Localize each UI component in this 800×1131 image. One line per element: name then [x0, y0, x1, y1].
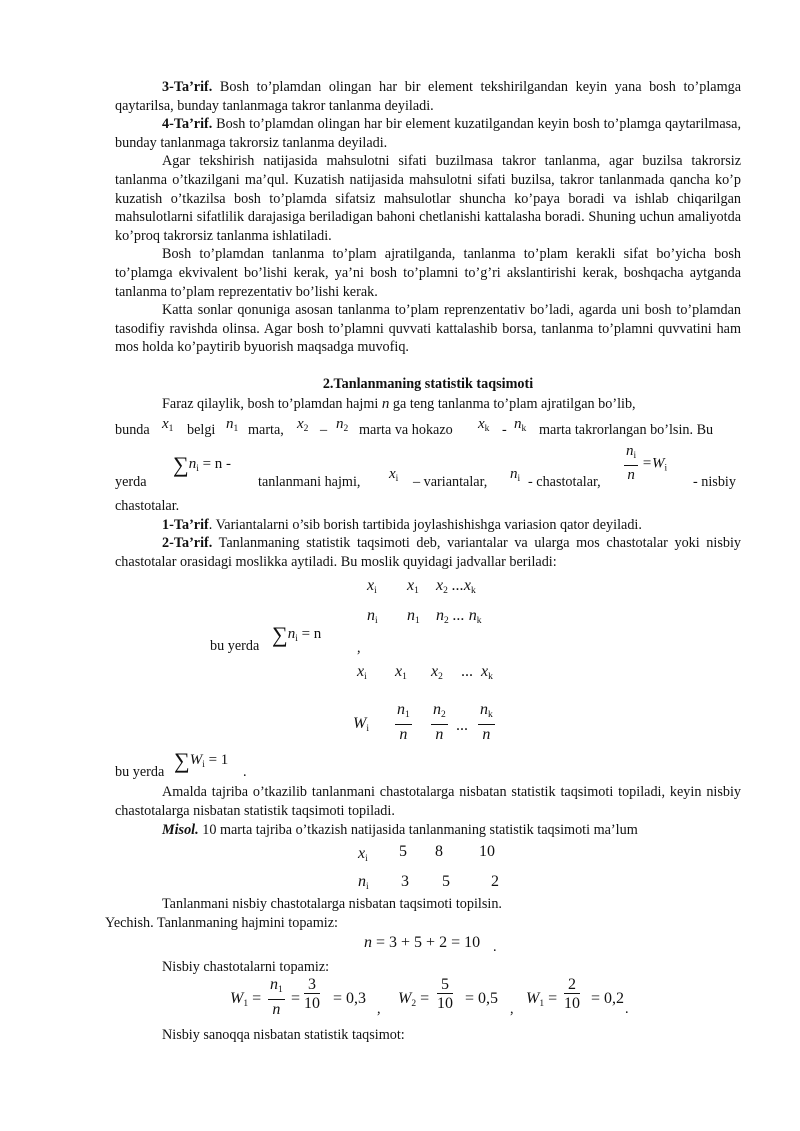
- paragraph-practice: Amalda tajriba o’tkazilib tanlanmani chastotalarga nisbatan statistik taqsimoti topiladi, keyin nisbiy chastotalarga nisbatan statistik taqsimoti topiladi.: [115, 784, 741, 820]
- solution-line: Yechish. Tanlanmaning hajmini topamiz:: [105, 914, 338, 931]
- example-statement: Misol. 10 marta tajriba o’tkazish natijasida tanlanmaning statistik taqsimoti ma’lum: [162, 821, 638, 838]
- intro-line-3: yerda $\sum n_i = n$ - tanlanmani hajmi, $x_i$ – variantalar, $n_i$ - chastotalar, $\frac{n_i}{n}$ $=W_i$ - nisbiy: [115, 443, 736, 491]
- paragraph-large-numbers: Katta sonlar qonuniga asosan tanlanma to’plam reprenzentativ bo’ladi, agarda uni bosh to’plamdan tasodifiy ravishda olinsa. Agar bosh to’plamni quvvati kattalashib borsa, tanlanma to’plamni quvvatini ham mos holda ko’paytirib byuorish maqsadga muvofiq.: [115, 302, 741, 356]
- variation-table-relative: bu yerda $\sum n_i = n$ , $x_i$ $x_1$ $x_2$ ... $x_k$: [210, 622, 493, 683]
- example-table: $x_i$ 5 8 10 $n_i$ 3 5 2: [358, 843, 499, 893]
- sum-ni-n: $\sum n_i = n$ -: [173, 452, 232, 478]
- definition-1: 1-Ta’rif. Variantalarni o’sib borish tartibida joylashishishga variasion qator deyiladi.: [162, 516, 642, 533]
- document-page: 3-Ta’rif. Bosh to’plamdan olingan har bir element tekshirilgandan keyin yana bosh to’plamga qaytarilsa, bunday tanlanmaga takror tanlanma deyiladi. 4-Ta’rif. Bosh to’plamdan olingan har bir element kuzatilgandan keyin bosh to’plamga qaytarilmasa, bunday tanlanmaga takrorsiz tanlanma deyiladi. Agar tekshirish natijasida mahsulotni sifati buzilmasa takror tanlanma, agar buzilsa takrorsiz tanlanma o’tkazilgani ma’qul. Kuzatish natijasida mahsulotni sifati buzilsa, takror tanlanmada qancha ko’p kuzatish o’tkazilsa bosh to’plamda sifatsiz mahsulotlar shuncha ko’paya boradi va ishlab chiqarilgan mahsulotlarni sifatlilik darajasiga beriladigan bahoni chetlanishi kattalasha boradi. Shuning uchun amaliyotda ko’proq takrorsiz tanlanma ishlatiladi. Bosh to’plamdan tanlanma to’plam ajratilganda, tanlanma to’plam kerakli sifat bo’yicha bosh to’plamga ekvivalent bo’lishi kerak, ya’ni bosh to’plamni to’g’ri akslantirishi kerak, boshqacha aytganda tanlanma to’plam reprezentativ bo’lishi kerak. Katta sonlar qonuniga asosan tanlanma to’plam reprenzentativ bo’ladi, agarda uni bosh to’plamdan tasodifiy ravishda olinsa. Agar bosh to’plamni quvvati kattalashib borsa, tanlanma to’plamni quvvatini ham mos holda ko’paytirib byuorish maqsadga muvofiq. 2.Tanlanmaning statistik taqsimoti Faraz qilaylik, bosh to’plamdan hajmi n ga teng tanlanma to’plam ajratilgan bo’lib, bunda $x_1$ belgi $n_1$ marta, $x_2$ – $n_2$ marta va hokazo $x_k$ - $n_k$ marta takrorlangan bo’lsin. Bu yerda $\sum n_i = n$ - tanlanmani hajmi, $x_i$ – variantalar, $n_i$ - chastotalar, $\frac{n_i}{n}$ $=W_i$ - nisbiy chastotalar. 1-Ta’rif. Variantalarni o’sib borish tartibida joylashishishga variasion qator deyiladi. 2-Ta’rif. Tanlanmaning statistik taqsimoti deb, variantalar va ularga mos chastotalar yoki nisbiy chastotalar orasidagi moslikka aytiladi. Bu moslik quyidagi jadvallar beriladi: $x_i$ $x_1$ $x_2$ $...x_k$ $n_i$ $n_1$ $n_2$ ... $n_k$ bu yerda $\sum n_i = n$ , $x_i$ $x_1$ $x_2$ ... $x_k$ $W_i$ $\frac{n_1}{n}$ $\frac{n_2}{n}$ ... $\frac{n_k}{n}$ bu yerda $\sum W_i = 1$ . Amalda tajriba o’tkazilib tanlanmani chastotalarga nisbatan statistik taqsimoti topiladi, keyin nisbiy chastotalarga nisbatan statistik taqsimoti topiladi. Misol. 10 marta tajriba o’tkazish natijasida tanlanmaning statistik taqsimoti ma’lum $x_i$ 5 8 10 $n_i$ 3 5 2 Tanlanmani nisbiy chastotalarga nisbatan taqsimoti topilsin. Yechish. Tanlanmaning hajmini topamiz: n = 3 + 5 + 2 = 10 . Nisbiy chastotalarni topamiz: $W_1$ = $\frac{n_1}{n}$ = $\frac{3}{10}$ = 0,3 , $W_2$ = $\frac{5}{10}$ = 0,5 , $W_1$ = $\frac{2}{10}$ = 0,2 . Nisbiy sanoqqa nisbatan statistik taqsimot:: [105, 79, 741, 1044]
- relative-frequency-fraction: $\frac{n_i}{n}$ $=W_i$: [626, 443, 668, 484]
- definition-4: 4-Ta’rif. Bosh to’plamdan olingan har bir element kuzatilgandan keyin bosh to’plamga qaytarilmasa, bunday tanlanmaga takrorsiz tanlanma deyiladi.: [115, 116, 741, 151]
- variation-table-frequencies: $x_i$ $x_1$ $x_2$ $...x_k$ $n_i$ $n_1$ $n_2$ ... $n_k$: [367, 577, 482, 627]
- relative-frequencies-line: Nisbiy chastotalarni topamiz:: [162, 958, 330, 975]
- sample-size-equation: n = 3 + 5 + 2 = 10 .: [364, 933, 497, 955]
- definition-2: 2-Ta’rif. Tanlanmaning statistik taqsimoti deb, variantalar va ularga mos chastotalar yoki nisbiy chastotalar orasidagi moslikka aytiladi. Bu moslik quyidagi jadvallar beriladi:: [115, 535, 741, 570]
- section-title: 2.Tanlanmaning statistik taqsimoti: [322, 375, 534, 392]
- relative-frequency-equations: $W_1$ = $\frac{n_1}{n}$ = $\frac{3}{10}$ = 0,3 , $W_2$ = $\frac{5}{10}$ = 0,5 , $W_1$ = $\frac{2}{10}$ = 0,2 .: [230, 976, 629, 1019]
- sum-relative: bu yerda $\sum W_i = 1$ .: [115, 748, 247, 781]
- paragraph-quality: Agar tekshirish natijasida mahsulotni sifati buzilmasa takror tanlanma, agar buzilsa takrorsiz tanlanma o’tkazilgani ma’qul. Kuzatish natijasida mahsulotni sifati buzilsa, takror tanlanmada qancha ko’p kuzatish o’tkazilsa bosh to’plamda sifatsiz mahsulotlar shuncha ko’paya boradi va ishlab chiqarilgan mahsulotlarni sifatlilik darajasiga beriladigan bahoni chetlanishi kattalasha boradi. Shuning uchun amaliyotda ko’proq takrorsiz tanlanma ishlatiladi.: [115, 153, 741, 244]
- task-line: Tanlanmani nisbiy chastotalarga nisbatan taqsimoti topilsin.: [162, 896, 502, 913]
- relative-frequency-row: $W_i$ $\frac{n_1}{n}$ $\frac{n_2}{n}$ ... $\frac{n_k}{n}$: [353, 701, 493, 744]
- intro-line-2: bunda $x_1$ belgi $n_1$ marta, $x_2$ – $n_2$ marta va hokazo $x_k$ - $n_k$ marta takrorlangan bo’lsin. Bu: [115, 416, 714, 439]
- intro-line: Faraz qilaylik, bosh to’plamdan hajmi n ga teng tanlanma to’plam ajratilgan bo’lib,: [162, 395, 636, 412]
- definition-3: 3-Ta’rif. Bosh to’plamdan olingan har bir element tekshirilgandan keyin yana bosh to’plamga qaytarilsa, bunday tanlanmaga takror tanlanma deyiladi.: [115, 79, 741, 114]
- paragraph-equivalence: Bosh to’plamdan tanlanma to’plam ajratilganda, tanlanma to’plam kerakli sifat bo’yicha bosh to’plamga ekvivalent bo’lishi kerak, ya’ni bosh to’plamni to’g’ri akslantirishi kerak, boshqacha aytganda tanlanma to’plam reprezentativ bo’lishi kerak.: [115, 246, 741, 300]
- last-line: Nisbiy sanoqqa nisbatan statistik taqsimot:: [162, 1027, 405, 1044]
